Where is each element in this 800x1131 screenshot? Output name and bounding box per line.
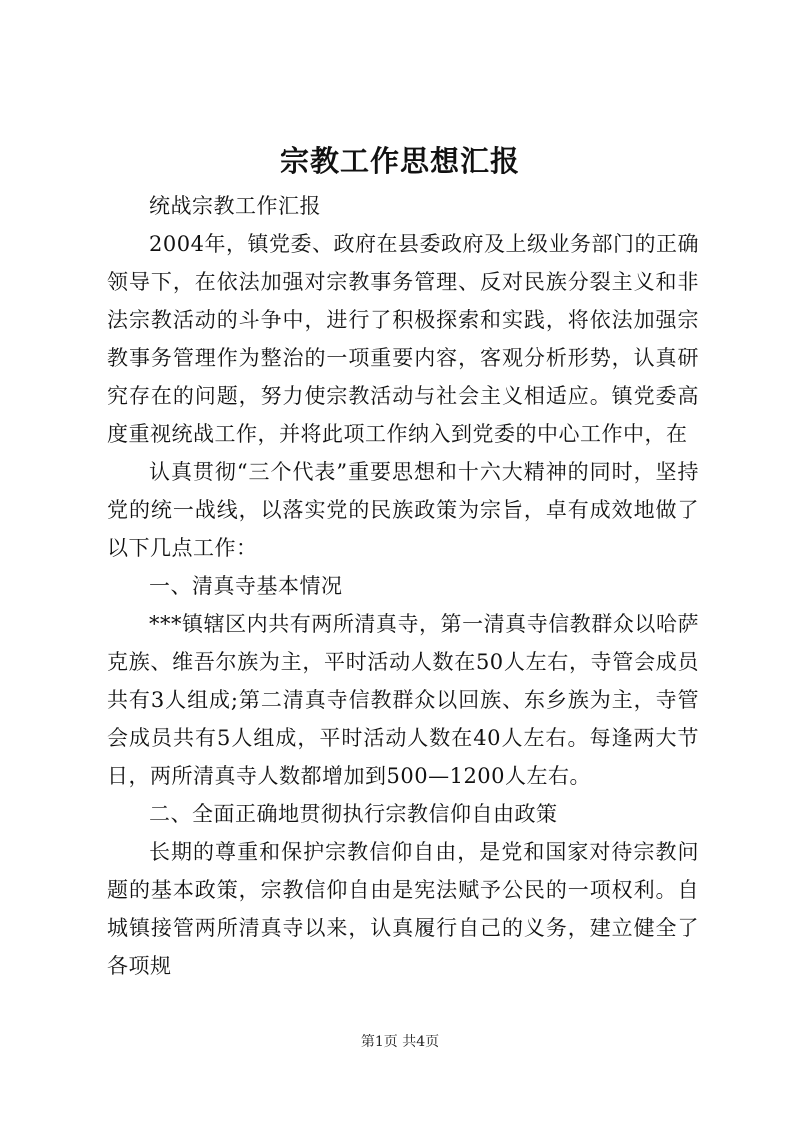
paragraph-intro: 2004年，镇党委、政府在县委政府及上级业务部门的正确领导下，在依法加强对宗教事务管理、反对民族分裂主义和非法宗教活动的斗争中，进行了积极探索和实践，将依法加强宗教事务管理作为整治的一项重要内容，客观分析形势，认真研究存在的问题，努力使宗教活动与社会主义相适应。镇党委高度重视统战工作，并将此项工作纳入到党委的中心工作中，在 [107, 232, 699, 446]
paragraph-continuation: 认真贯彻“三个代表”重要思想和十六大精神的同时，坚持党的统一战线，以落实党的民族政策为宗旨，卓有成效地做了以下几点工作： [107, 460, 699, 560]
document-title: 宗教工作思想汇报 [279, 144, 520, 178]
section-heading-1: 一、清真寺基本情况 [149, 574, 343, 598]
paragraph-mosque-info: ***镇辖区内共有两所清真寺，第一清真寺信教群众以哈萨克族、维吾尔族为主，平时活动人数在50人左右，寺管会成员共有3人组成;第二清真寺信教群众以回族、东乡族为主，寺管会成员共有5人组成，平时活动人数在40人左右。每逢两大节日，两所清真寺人数都增加到500—1200人左右。 [107, 612, 699, 788]
section-heading-2: 二、全面正确地贯彻执行宗教信仰自由政策 [149, 802, 558, 826]
paragraph-subtitle: 统战宗教工作汇报 [149, 194, 321, 218]
document-body [107, 187, 699, 985]
paragraph-policy: 长期的尊重和保护宗教信仰自由，是党和国家对待宗教问题的基本政策，宗教信仰自由是宪法赋予公民的一项权利。自城镇接管两所清真寺以来，认真履行自己的义务，建立健全了各项规 [107, 840, 699, 978]
page-footer: 第1页 共4页 [360, 1034, 440, 1050]
